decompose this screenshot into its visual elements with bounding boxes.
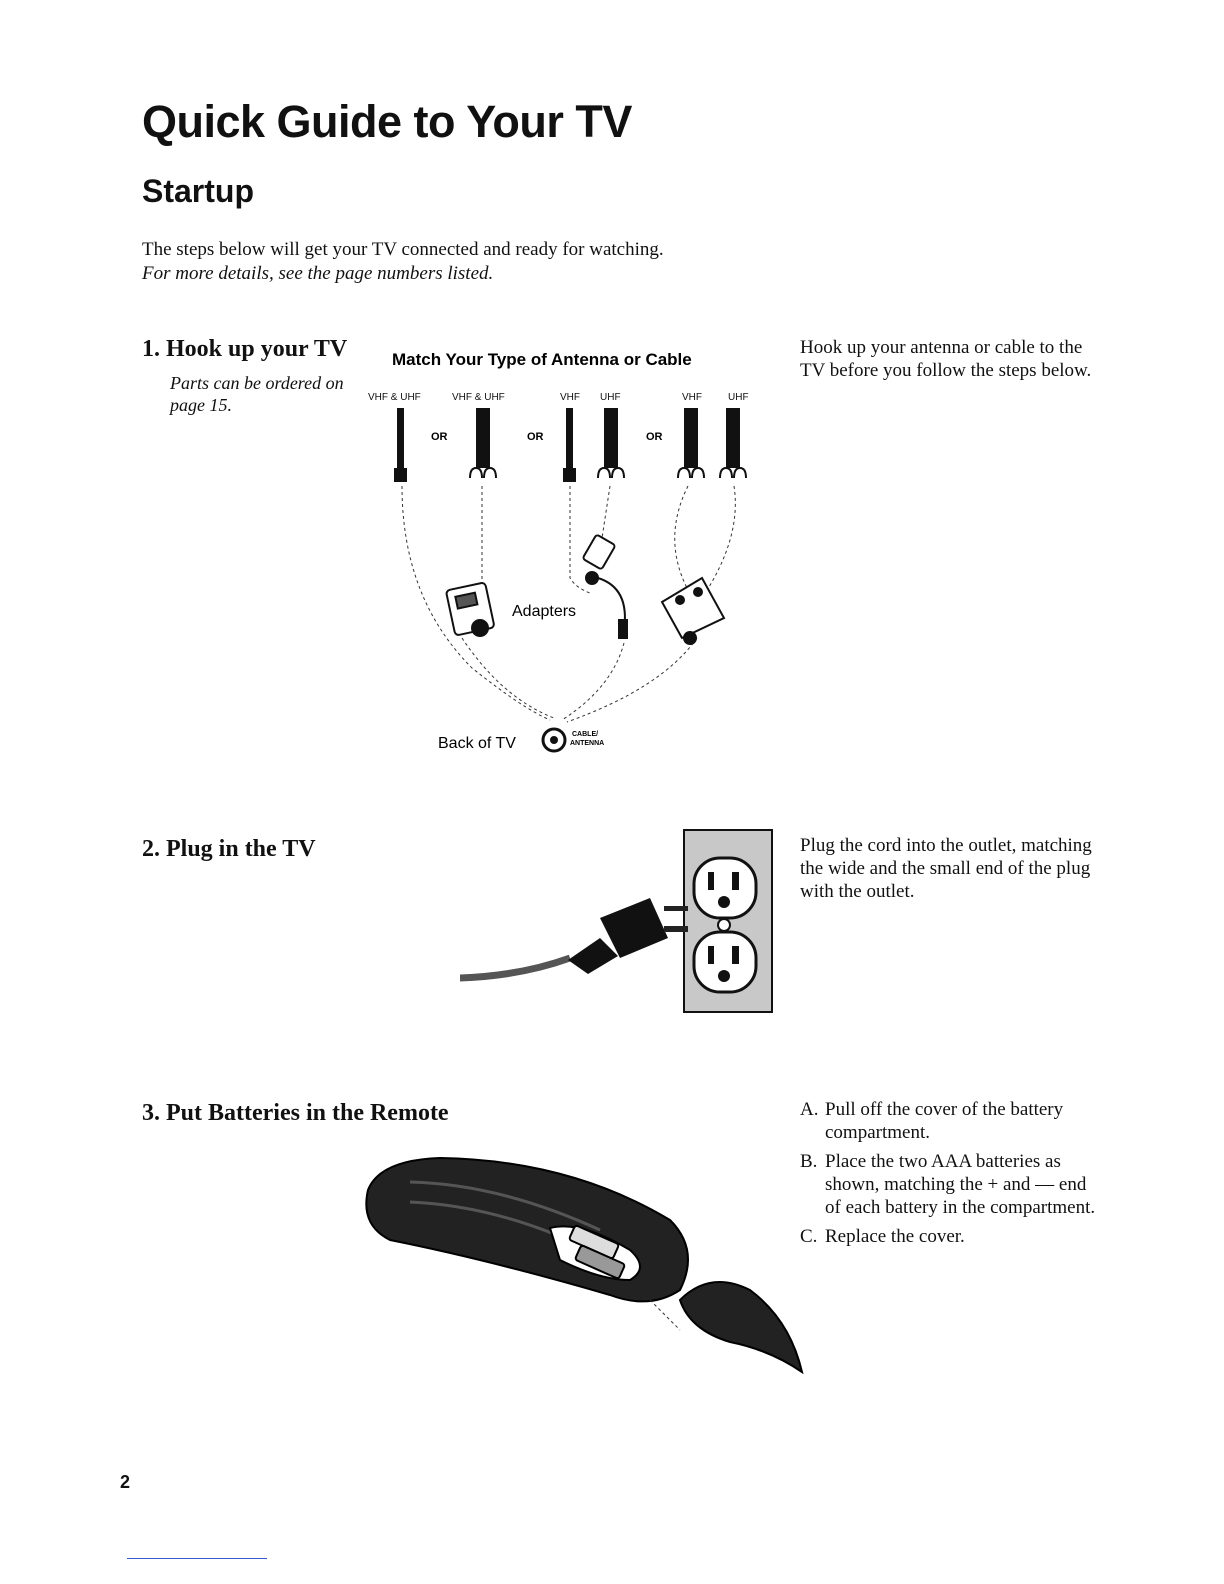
label-vhf-2: VHF [682,392,702,403]
battery-steps-list [800,1098,1100,1254]
plug-icon [460,898,688,978]
coax-cable-icon [394,408,407,482]
list-item [800,1098,1100,1144]
vhf-twin-lead-icon [678,408,704,478]
antenna-jack-icon [543,729,565,751]
power-plug-illustration [460,828,780,1018]
diagram-heading: Match Your Type of Antenna or Cable [392,350,692,369]
vhf-coax-icon [563,408,576,482]
cover-removal-line [650,1300,680,1330]
list-item-text: Pull off the cover of the battery compartment. [825,1099,1064,1143]
page-title: Quick Guide to Your TV [142,96,632,147]
list-item [800,1225,1100,1248]
step2-title: 2. Plug in the TV [142,836,316,862]
label-uhf-2: UHF [728,392,749,403]
jack-label-cable: CABLE/ [572,731,599,738]
wall-outlet-icon [684,830,772,1012]
label-vhf-uhf-1: VHF & UHF [368,392,421,403]
step3-title: 3. Put Batteries in the Remote [142,1100,449,1126]
step2-description: Plug the cord into the outlet, matching the wide and the small end of the plug with the outlet. [800,835,1092,902]
page-number: 2 [120,1472,131,1492]
splitter-adapter-icon [662,578,724,644]
adapters-label: Adapters [512,603,577,620]
list-item [800,1150,1100,1219]
or-label-3: OR [646,431,663,443]
label-uhf-1: UHF [600,392,621,403]
step1-parts-note: Parts can be ordered on page 15. [170,373,344,415]
combiner-adapter-icon [582,534,627,638]
intro-line: The steps below will get your TV connected and ready for watching. [142,239,664,260]
list-item-text: Replace the cover. [825,1226,965,1247]
remote-battery-illustration [350,1150,810,1380]
or-label-1: OR [431,431,448,443]
balun-adapter-icon [446,582,495,636]
list-item-letter: B. [800,1151,818,1172]
list-item-letter: A. [800,1099,819,1120]
label-vhf-1: VHF [560,392,580,403]
antenna-hookup-diagram [362,338,802,768]
uhf-twin-lead-icon-2 [720,408,746,478]
step1-title: 1. Hook up your TV [142,336,348,362]
list-item-text: Place the two AAA batteries as shown, matching the + and — end of each battery in the compartment. [825,1151,1096,1218]
uhf-twin-lead-icon [598,408,624,478]
label-vhf-uhf-2: VHF & UHF [452,392,505,403]
step1-description: Hook up your antenna or cable to the TV before you follow the steps below. [800,337,1092,381]
battery-cover-icon [680,1282,802,1372]
intro-text [142,238,664,286]
back-of-tv-label: Back of TV [438,735,516,752]
page-subtitle: Startup [142,173,254,209]
intro-reference-note: For more details, see the page numbers listed. [142,263,494,284]
twin-lead-cable-icon [470,408,496,478]
footer-divider [127,1558,267,1559]
list-item-letter: C. [800,1226,818,1247]
remote-control-icon [366,1158,688,1301]
or-label-2: OR [527,431,544,443]
jack-label-antenna: ANTENNA [570,740,605,747]
